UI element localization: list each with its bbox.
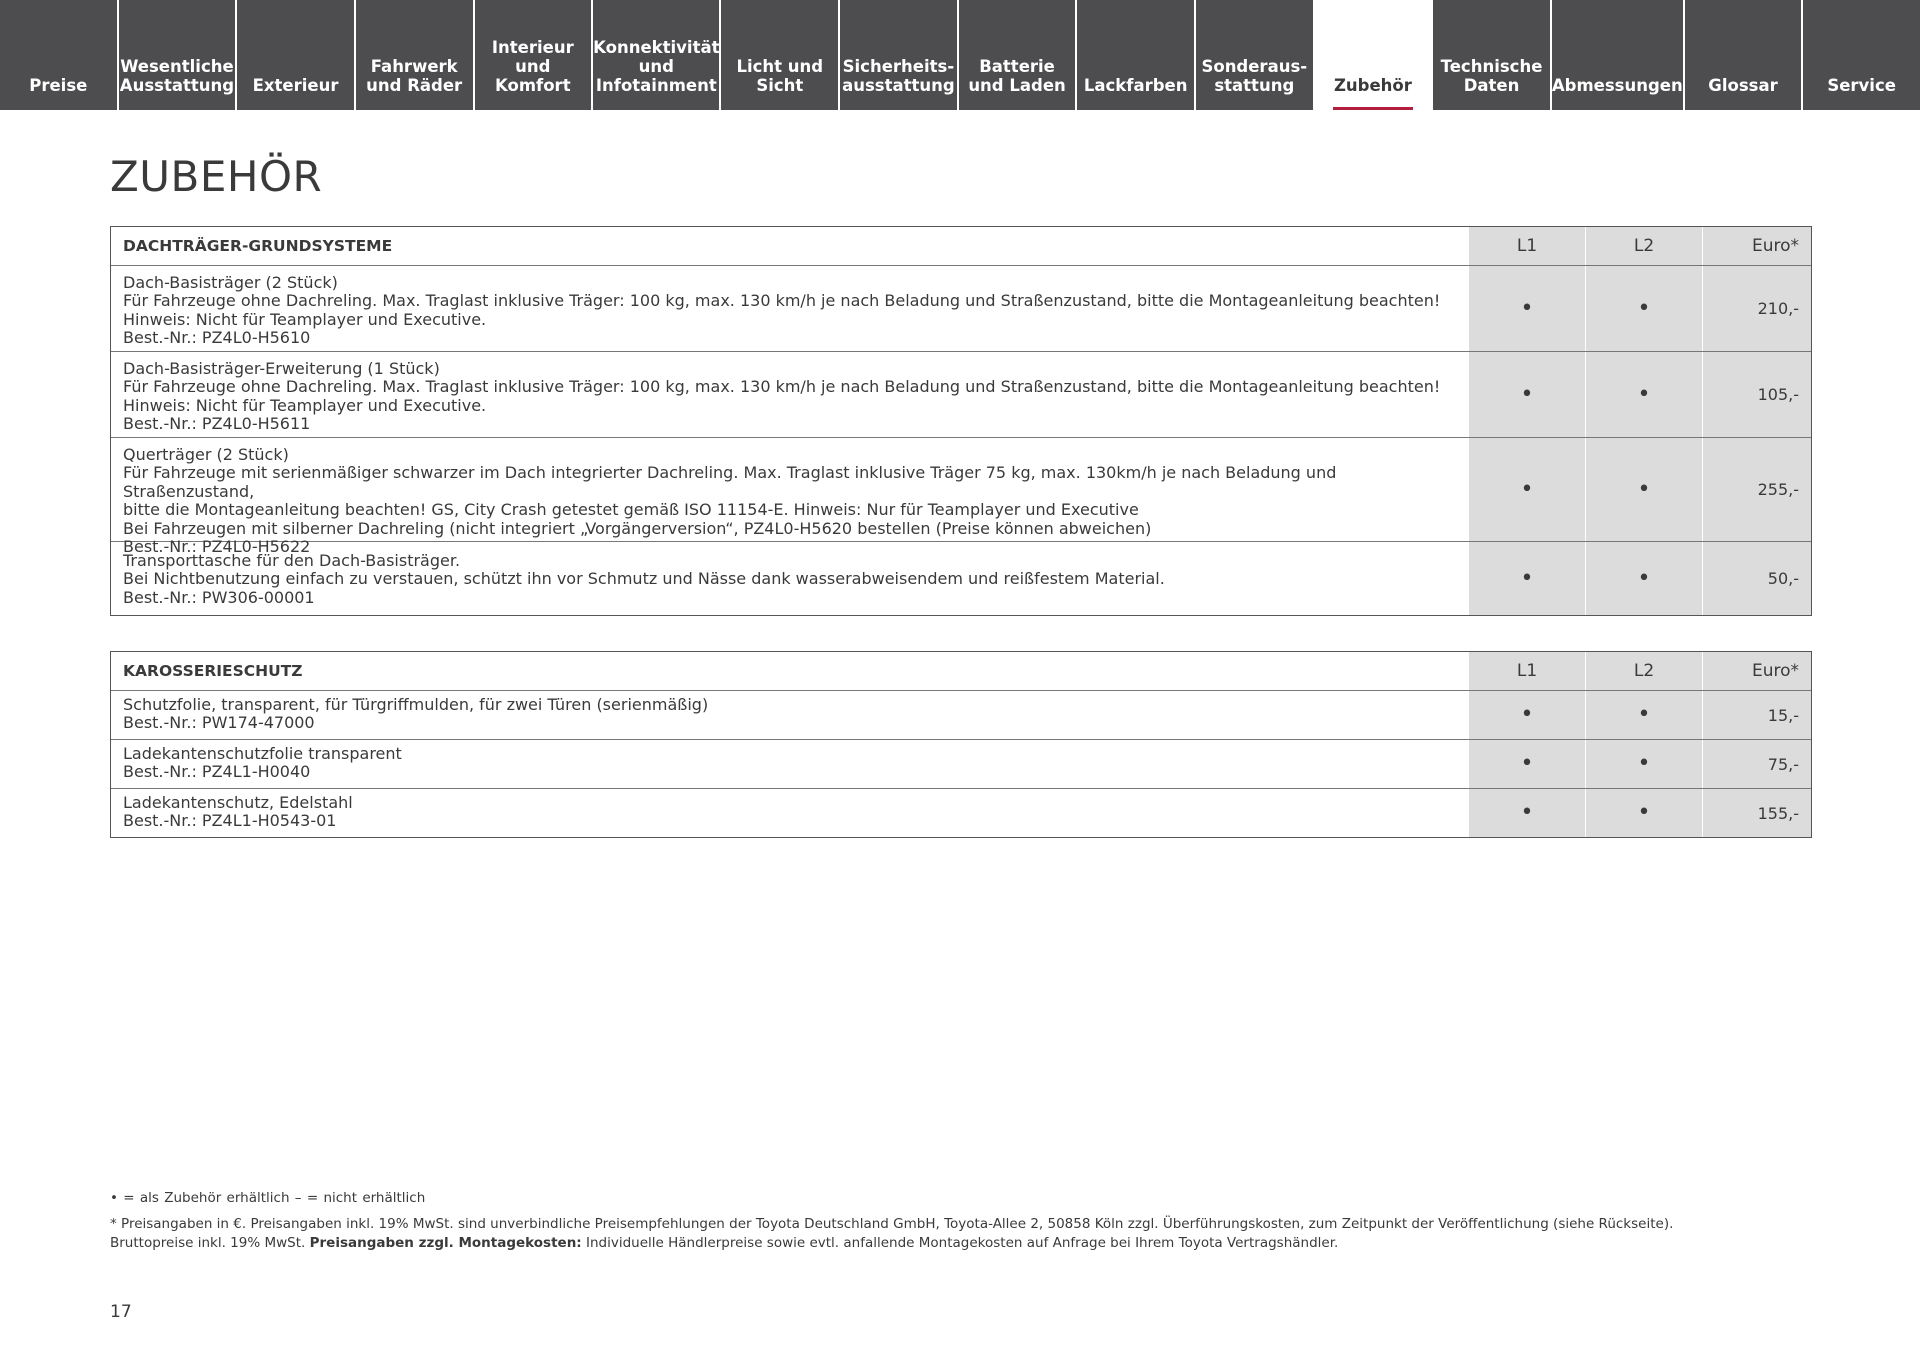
column-header-l1: L1: [1469, 652, 1585, 690]
availability-l1: •: [1469, 352, 1585, 437]
item-price: 105,-: [1703, 352, 1811, 437]
table-row: [111, 351, 1811, 437]
availability-l1: •: [1469, 691, 1585, 739]
availability-l2: •: [1586, 352, 1702, 437]
item-price: 75,-: [1703, 740, 1811, 788]
price-footnote: [110, 1215, 1673, 1253]
column-header-price: Euro*: [1703, 227, 1811, 265]
item-price: 15,-: [1703, 691, 1811, 739]
page-title: ZUBEHÖR: [110, 152, 323, 201]
item-description: Transporttasche für den Dach-Basisträger. Bei Nichtbenutzung einfach zu verstauen, schützt ihn vor Schmutz und Nässe dank wasserabweisendem und reißfestem Material. Best.-Nr.: PW306-00001: [123, 551, 1165, 607]
accessory-table-body-protection: [110, 651, 1812, 838]
tab-technische-daten[interactable]: Technische Daten: [1433, 0, 1550, 110]
availability-l2: •: [1586, 691, 1702, 739]
availability-l2: •: [1586, 789, 1702, 837]
table-row: [111, 690, 1811, 739]
table-row: [111, 541, 1811, 615]
column-header-l2: L2: [1586, 652, 1702, 690]
item-description: Ladekantenschutz, Edelstahl Best.-Nr.: PZ4L1-H0543-01: [123, 793, 353, 831]
item-description: Ladekantenschutzfolie transparent Best.-Nr.: PZ4L1-H0040: [123, 744, 402, 782]
item-description: Dach-Basisträger (2 Stück) Für Fahrzeuge ohne Dachreling. Max. Traglast inklusive Träger: 100 kg, max. 130 km/h je nach Beladung und Straßenzustand, bitte die Montageanleitung beachten! Hinweis: Nicht für Teamplayer und Executive. Best.-Nr.: PZ4L0-H5610: [123, 273, 1441, 348]
tab-konnektivitaet[interactable]: Konnektivität und Infotainment: [593, 0, 719, 110]
tab-sicherheitsausstattung[interactable]: Sicherheits- ausstattung: [840, 0, 957, 110]
tab-lackfarben[interactable]: Lackfarben: [1077, 0, 1194, 110]
top-navigation: [0, 0, 1920, 110]
item-price: 155,-: [1703, 789, 1811, 837]
column-header-l1: L1: [1469, 227, 1585, 265]
footnote-line-1: * Preisangaben in €. Preisangaben inkl. 19% MwSt. sind unverbindliche Preisempfehlungen der Toyota Deutschland GmbH, Toyota-Allee 2, 50858 Köln zzgl. Überführungskosten, zum Zeitpunkt der Veröffentlichung (siehe Rückseite).: [110, 1216, 1674, 1232]
footnote-line-2-prefix: Bruttopreise inkl. 19% MwSt.: [110, 1235, 310, 1251]
availability-l2: •: [1586, 740, 1702, 788]
table-row: [111, 437, 1811, 557]
availability-l1: •: [1469, 438, 1585, 541]
tab-wesentliche-ausstattung[interactable]: Wesentliche Ausstattung: [119, 0, 236, 110]
table-row: [111, 265, 1811, 351]
table-header-title: KAROSSERIESCHUTZ: [123, 661, 303, 680]
tab-sonderausstattung[interactable]: Sonderaus- stattung: [1196, 0, 1313, 110]
item-description: Dach-Basisträger-Erweiterung (1 Stück) Für Fahrzeuge ohne Dachreling. Max. Traglast inklusive Träger: 100 kg, max. 130 km/h je nach Beladung und Straßenzustand, bitte die Montageanleitung beachten! Hinweis: Nicht für Teamplayer und Executive. Best.-Nr.: PZ4L0-H5611: [123, 359, 1441, 434]
availability-l1: •: [1469, 740, 1585, 788]
tab-interieur-und-komfort[interactable]: Interieur und Komfort: [475, 0, 592, 110]
tab-preise[interactable]: Preise: [0, 0, 117, 110]
table-row: [111, 788, 1811, 837]
page-number: 17: [110, 1302, 132, 1322]
tab-glossar[interactable]: Glossar: [1685, 0, 1802, 110]
tab-exterieur[interactable]: Exterieur: [237, 0, 354, 110]
item-description: Querträger (2 Stück) Für Fahrzeuge mit serienmäßiger schwarzer im Dach integrierter Dachreling. Max. Traglast inklusive Träger 75 kg, max. 130km/h je nach Beladung und Straßenzustand, bitte die Montageanleitung beachten! GS, City Crash getestet gemäß ISO 11154-E. Hinweis: Nur für Teamplayer und Executive Bei Fahrzeugen mit silberner Dachreling (nicht integriert „Vorgängerversion“, PZ4L0-H5620 bestellen (Preise können abweichen) Best.-Nr.: PZ4L0-H5622: [123, 445, 1337, 557]
column-header-price: Euro*: [1703, 652, 1811, 690]
item-description: Schutzfolie, transparent, für Türgriffmulden, für zwei Türen (serienmäßig) Best.-Nr.: PW174-47000: [123, 695, 709, 733]
accessory-table-roof-racks: [110, 226, 1812, 616]
column-header-l2: L2: [1586, 227, 1702, 265]
table-header: [111, 227, 1811, 265]
table-row: [111, 739, 1811, 788]
tab-fahrwerk-und-raeder[interactable]: Fahrwerk und Räder: [356, 0, 473, 110]
tab-batterie-und-laden[interactable]: Batterie und Laden: [959, 0, 1076, 110]
footnote-line-2-bold: Preisangaben zzgl. Montagekosten:: [309, 1235, 582, 1251]
tab-zubehoer[interactable]: Zubehör: [1315, 0, 1432, 110]
tab-abmessungen[interactable]: Abmessungen: [1552, 0, 1683, 110]
availability-l1: •: [1469, 542, 1585, 615]
tab-licht-und-sicht[interactable]: Licht und Sicht: [721, 0, 838, 110]
availability-legend: • = als Zubehör erhältlich – = nicht erhältlich: [110, 1190, 426, 1206]
availability-l2: •: [1586, 542, 1702, 615]
availability-l1: •: [1469, 789, 1585, 837]
availability-l2: •: [1586, 266, 1702, 351]
item-price: 50,-: [1703, 542, 1811, 615]
table-header: [111, 652, 1811, 690]
tab-service[interactable]: Service: [1803, 0, 1920, 110]
footnote-line-2-suffix: Individuelle Händlerpreise sowie evtl. anfallende Montagekosten auf Anfrage bei Ihrem Toyota Vertragshändler.: [581, 1235, 1339, 1251]
availability-l2: •: [1586, 438, 1702, 541]
item-price: 255,-: [1703, 438, 1811, 541]
availability-l1: •: [1469, 266, 1585, 351]
table-header-title: DACHTRÄGER-GRUNDSYSTEME: [123, 236, 393, 255]
item-price: 210,-: [1703, 266, 1811, 351]
